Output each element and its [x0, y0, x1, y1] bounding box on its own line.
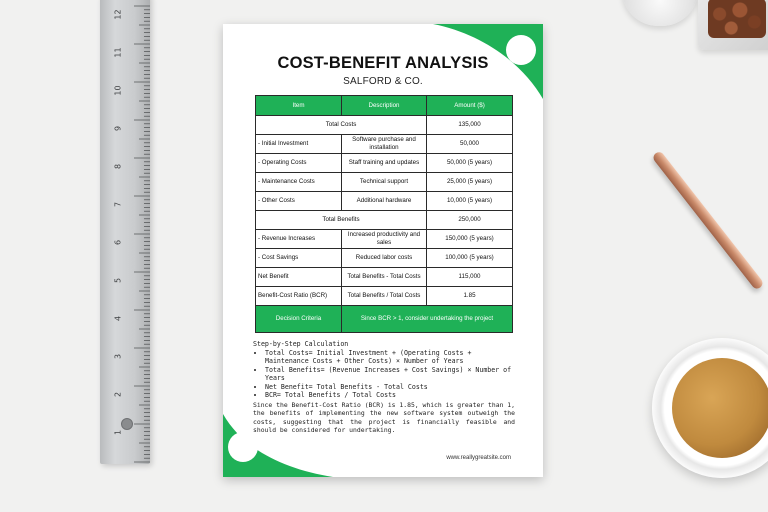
- document-title: COST-BENEFIT ANALYSIS: [277, 54, 489, 72]
- row-description: Increased productivity and sales: [342, 230, 427, 249]
- coffee-cup: [652, 338, 768, 478]
- conclusion-paragraph: Since the Benefit-Cost Ratio (BCR) is 1.85, which is greater than 1, the benefits of implementing the new software system outweigh the costs, suggesting that the project is financially feasible and should be considered for undertaking.: [253, 401, 515, 434]
- ruler-number: 8: [113, 163, 123, 170]
- ruler-hole: [121, 418, 133, 430]
- row-description: Additional hardware: [342, 192, 427, 211]
- ruler-number: 9: [113, 125, 123, 132]
- total-costs-amount: 135,000: [427, 116, 513, 135]
- row-amount: 115,000: [427, 268, 513, 287]
- row-description: Reduced labor costs: [342, 249, 427, 268]
- table-row: [256, 287, 513, 306]
- table-row: [256, 192, 513, 211]
- ruler-number: 7: [113, 201, 123, 208]
- table-row: [256, 154, 513, 173]
- table-row: [256, 230, 513, 249]
- row-item: - Revenue Increases: [256, 230, 342, 249]
- row-amount: 100,000 (5 years): [427, 249, 513, 268]
- header-description: Description: [342, 96, 427, 116]
- ruler: [100, 0, 150, 464]
- rose-gold-pen: [651, 150, 764, 291]
- list-item: • BCR= Total Benefits / Total Costs: [265, 391, 515, 400]
- row-amount: 10,000 (5 years): [427, 192, 513, 211]
- ruler-number: 5: [113, 277, 123, 284]
- cost-benefit-table: [255, 95, 513, 333]
- table-row: [256, 135, 513, 154]
- decision-text: Since BCR > 1, consider undertaking the project: [342, 306, 513, 333]
- table-row-total-benefits: [256, 211, 513, 230]
- header-item: Item: [256, 96, 342, 116]
- ruler-number: 4: [113, 315, 123, 322]
- row-description: Software purchase and installation: [342, 135, 427, 154]
- ruler-number: 10: [113, 85, 123, 96]
- coffee-surface: [672, 358, 768, 458]
- row-item: - Other Costs: [256, 192, 342, 211]
- total-costs-label: Total Costs: [256, 116, 427, 135]
- ruler-number: 11: [113, 47, 123, 58]
- list-item: • Net Benefit= Total Benefits - Total Costs: [265, 383, 515, 392]
- ruler-number: 6: [113, 239, 123, 246]
- row-description: Staff training and updates: [342, 154, 427, 173]
- table-header-row: [256, 96, 513, 116]
- decision-label: Decision Criteria: [256, 306, 342, 333]
- row-amount: 50,000: [427, 135, 513, 154]
- header-amount: Amount ($): [427, 96, 513, 116]
- row-description: Total Benefits / Total Costs: [342, 287, 427, 306]
- steps-heading: Step-by-Step Calculation: [253, 340, 349, 348]
- row-amount: 50,000 (5 years): [427, 154, 513, 173]
- coffee-bean-jar: [698, 0, 768, 50]
- list-item: • Total Costs= Initial Investment + (Operating Costs + Maintenance Costs + Other Costs) × Number of Years: [265, 349, 515, 366]
- ruler-number: 1: [113, 429, 123, 436]
- ruler-number: 2: [113, 391, 123, 398]
- list-item: • Total Benefits= (Revenue Increases + Cost Savings) × Number of Years: [265, 366, 515, 383]
- table-row: [256, 249, 513, 268]
- ruler-number: 3: [113, 353, 123, 360]
- row-item: - Initial Investment: [256, 135, 342, 154]
- table-row: [256, 268, 513, 287]
- ruler-ticks: [132, 0, 150, 464]
- row-description: Total Benefits - Total Costs: [342, 268, 427, 287]
- row-description: Technical support: [342, 173, 427, 192]
- ruler-number: 12: [113, 9, 123, 20]
- table-row: [256, 173, 513, 192]
- row-amount: 150,000 (5 years): [427, 230, 513, 249]
- total-benefits-amount: 250,000: [427, 211, 513, 230]
- table-row-decision: [256, 306, 513, 333]
- row-amount: 25,000 (5 years): [427, 173, 513, 192]
- row-item: Benefit-Cost Ratio (BCR): [256, 287, 342, 306]
- row-item: Net Benefit: [256, 268, 342, 287]
- website-url: www.reallygreatsite.com: [446, 455, 511, 461]
- row-item: - Maintenance Costs: [256, 173, 342, 192]
- table-row-total-costs: [256, 116, 513, 135]
- glass-jar: [622, 0, 698, 26]
- document-subtitle: SALFORD & CO.: [343, 76, 423, 87]
- document-paper: [223, 24, 543, 477]
- row-item: - Cost Savings: [256, 249, 342, 268]
- coffee-beans: [708, 0, 766, 38]
- row-item: - Operating Costs: [256, 154, 342, 173]
- steps-list: [253, 349, 515, 400]
- row-amount: 1.85: [427, 287, 513, 306]
- calculation-steps: [253, 340, 515, 400]
- total-benefits-label: Total Benefits: [256, 211, 427, 230]
